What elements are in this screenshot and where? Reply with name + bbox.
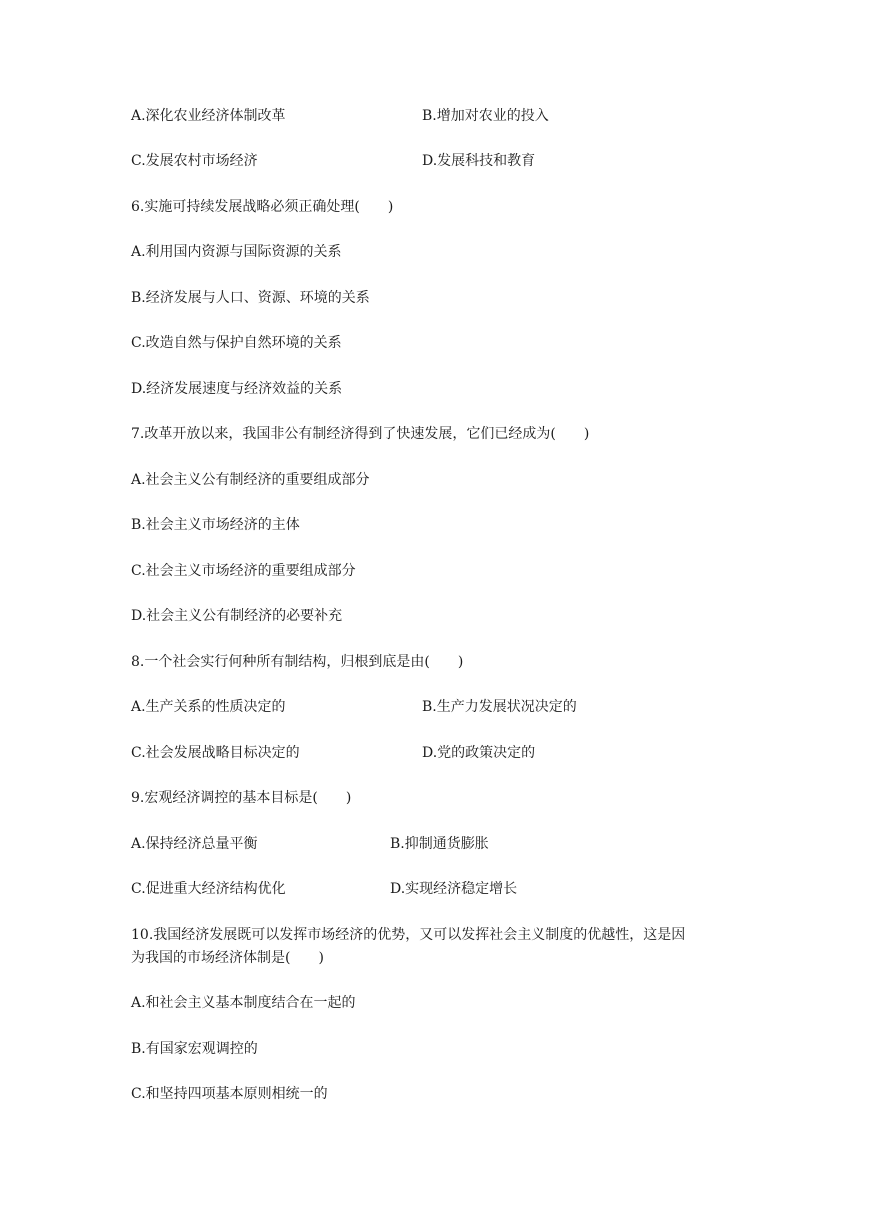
- option-7a: A.社会主义公有制经济的重要组成部分: [131, 472, 370, 488]
- option-9b: B.抑制通货膨胀: [390, 836, 489, 852]
- option-5d: D.发展科技和教育: [422, 153, 536, 169]
- option-5a: A.深化农业经济体制改革: [131, 108, 286, 124]
- option-10b: B.有国家宏观调控的: [131, 1041, 258, 1057]
- option-8c: C.社会发展战略目标决定的: [131, 745, 300, 761]
- option-6a: A.利用国内资源与国际资源的关系: [131, 244, 342, 260]
- question-7: 7.改革开放以来，我国非公有制经济得到了快速发展，它们已经成为( ): [131, 426, 590, 442]
- option-5c: C.发展农村市场经济: [131, 153, 258, 169]
- question-9: 9.宏观经济调控的基本目标是( ): [131, 790, 352, 806]
- option-7b: B.社会主义市场经济的主体: [131, 517, 300, 533]
- option-9a: A.保持经济总量平衡: [131, 836, 258, 852]
- option-9d: D.实现经济稳定增长: [390, 881, 518, 897]
- option-5b: B.增加对农业的投入: [422, 108, 549, 124]
- option-8d: D.党的政策决定的: [422, 745, 536, 761]
- option-6d: D.经济发展速度与经济效益的关系: [131, 381, 343, 397]
- option-10c: C.和坚持四项基本原则相统一的: [131, 1086, 328, 1102]
- question-10-continued: 为我国的市场经济体制是( ): [131, 950, 324, 966]
- option-7d: D.社会主义公有制经济的必要补充: [131, 608, 343, 624]
- question-8: 8.一个社会实行何种所有制结构，归根到底是由( ): [131, 654, 464, 670]
- option-6b: B.经济发展与人口、资源、环境的关系: [131, 290, 370, 306]
- question-10: 10.我国经济发展既可以发挥市场经济的优势，又可以发挥社会主义制度的优越性，这是因: [131, 927, 686, 943]
- option-8a: A.生产关系的性质决定的: [131, 699, 286, 715]
- option-9c: C.促进重大经济结构优化: [131, 881, 286, 897]
- option-6c: C.改造自然与保护自然环境的关系: [131, 335, 342, 351]
- option-7c: C.社会主义市场经济的重要组成部分: [131, 563, 356, 579]
- question-6: 6.实施可持续发展战略必须正确处理( ): [131, 199, 394, 215]
- option-10a: A.和社会主义基本制度结合在一起的: [131, 995, 356, 1011]
- option-8b: B.生产力发展状况决定的: [422, 699, 577, 715]
